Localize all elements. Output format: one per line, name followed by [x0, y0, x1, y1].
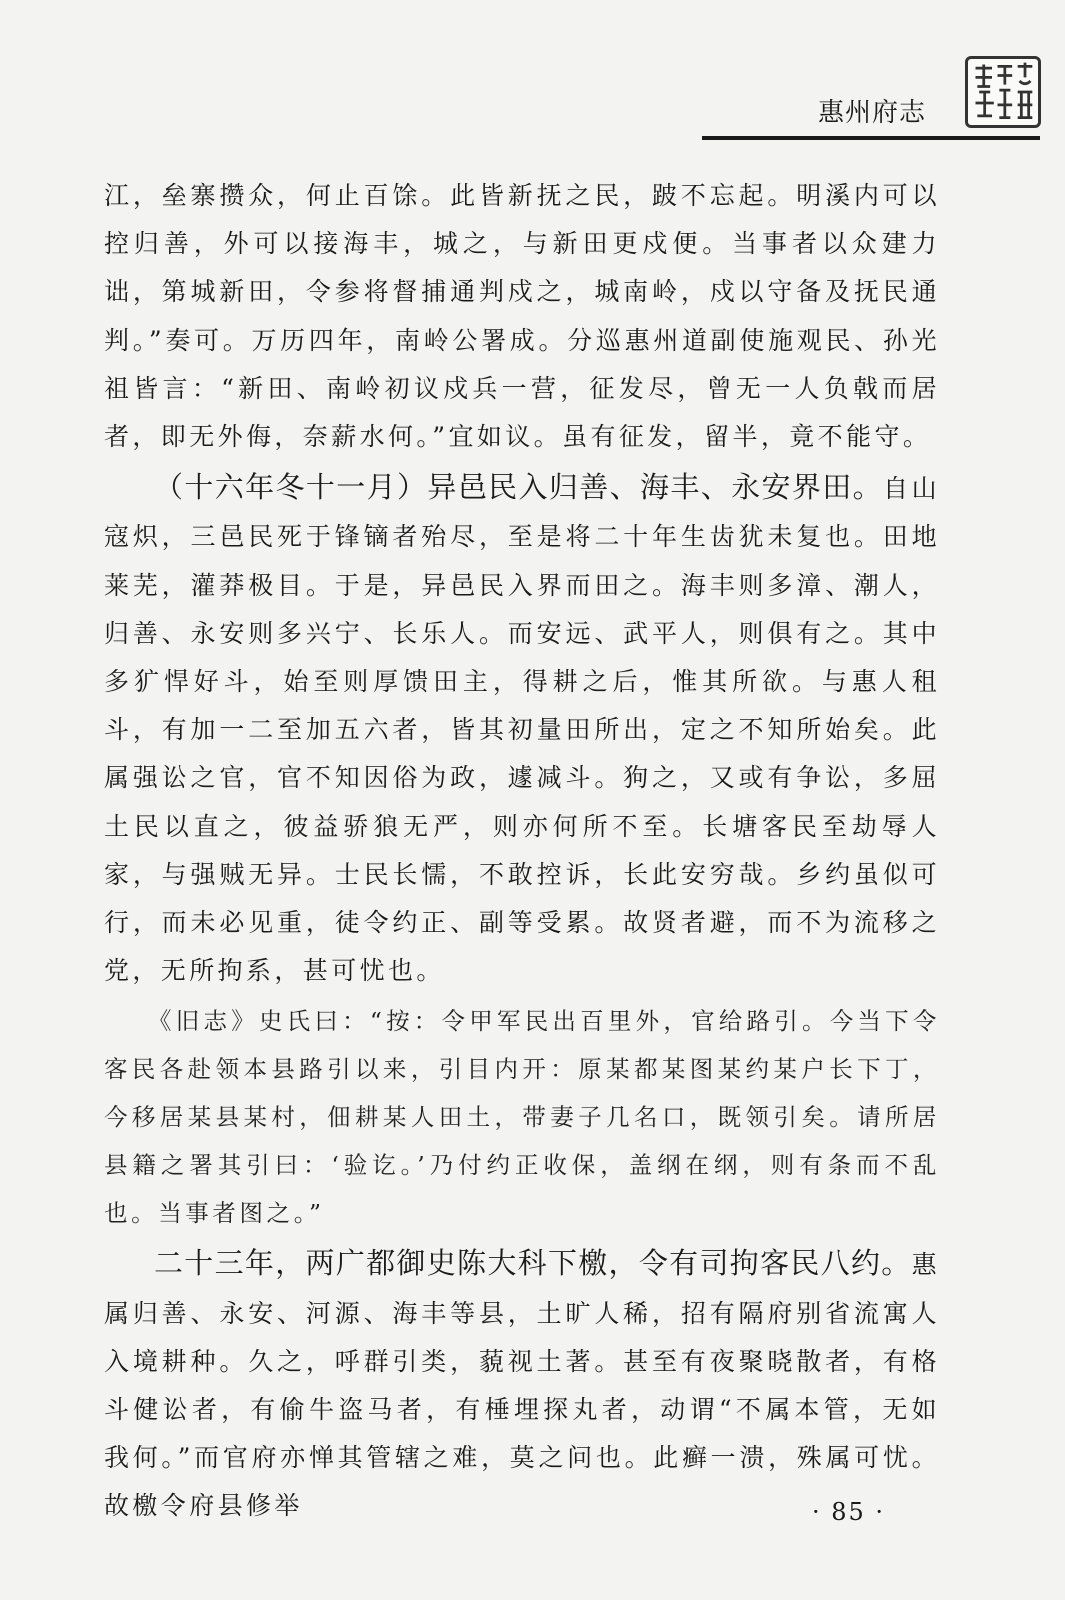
- entry-heading-2: 二十三年，两广都御史陈大科下檄，令有司拘客民八约。: [154, 1246, 912, 1281]
- historian-note: 《旧志》史氏曰：“按：令甲军民出百里外，官给路引。今当下令客民各赴领本县路引以来，引目内开：原某都某图某约某户长下丁，今移居某县某村，佃耕某人田土，带妻子几名口，既领引矣。请所居县籍之署其引曰：‘验讫。’乃付约正收保，盖纲在纲，则有条而不乱也。当事者图之。”: [104, 1007, 940, 1228]
- entry-body-2: 惠属归善、永安、河源、海丰等县，土旷人稀，招有隔府别省流寓人入境耕种。久之，呼群引类，藐视土著。甚至有夜聚晓散者，有格斗健讼者，有偷牛盗马者，有棰埋探丸者，动谓“不属本管，无如我何。”而官府亦惮其管辖之难，莫之问也。此癣一溃，殊属可忧。故檄令府县修举: [104, 1250, 940, 1521]
- seal-stamp: [965, 56, 1041, 128]
- running-header-title: 惠州府志: [818, 98, 927, 128]
- seal-glyph-icon: [968, 59, 1038, 125]
- page-number: · 85 ·: [812, 1498, 886, 1526]
- entry-paragraph-2: [104, 1239, 940, 1530]
- page-body: [104, 172, 940, 1531]
- entry-body-1: 自山寇炽，三邑民死于锋镝者殆尽，至是将二十年生齿犹未复也。田地莱芜，灌莽极目。于是，异邑民入界而田之。海丰则多漳、潮人，归善、永安则多兴宁、长乐人。而安远、武平人，则俱有之。其中多犷悍好斗，始至则厚馈田主，得耕之后，惟其所欲。与惠人租斗，有加一二至加五六者，皆其初量田所出，定之不知所始矣。此属强讼之官，官不知因俗为政，遽减斗。狗之，又或有争讼，多屈土民以直之，彼益骄狼无严，则亦何所不至。长塘客民至劫辱人家，与强贼无异。士民长懦，不敢控诉，长此安穷哉。乡约虽似可行，而未必见重，徒令约正、副等受累。故贤者避，而不为流移之党，无所拘系，甚可忧也。: [104, 474, 940, 986]
- header-rule: [702, 136, 1040, 140]
- entry-paragraph-1: [104, 463, 940, 995]
- entry-heading-1: （十六年冬十一月）异邑民入归善、海丰、永安界田。: [154, 470, 884, 505]
- paragraph-continuation: 江，垒寨攒众，何止百馀。此皆新抚之民，跛不忘起。明溪内可以控归善，外可以接海丰，城之，与新田更戍便。当事者以众建力诎，第城新田，令参将督捕通判戍之，城南岭，戍以守备及抚民通判。”奏可。万历四年，南岭公署成。分巡惠州道副使施观民、孙光祖皆言：“新田、南岭初议戍兵一营，征发尽，曾无一人负戟而居者，即无外侮，奈薪水何。”宜如议。虽有征发，留半，竟不能守。: [104, 181, 940, 452]
